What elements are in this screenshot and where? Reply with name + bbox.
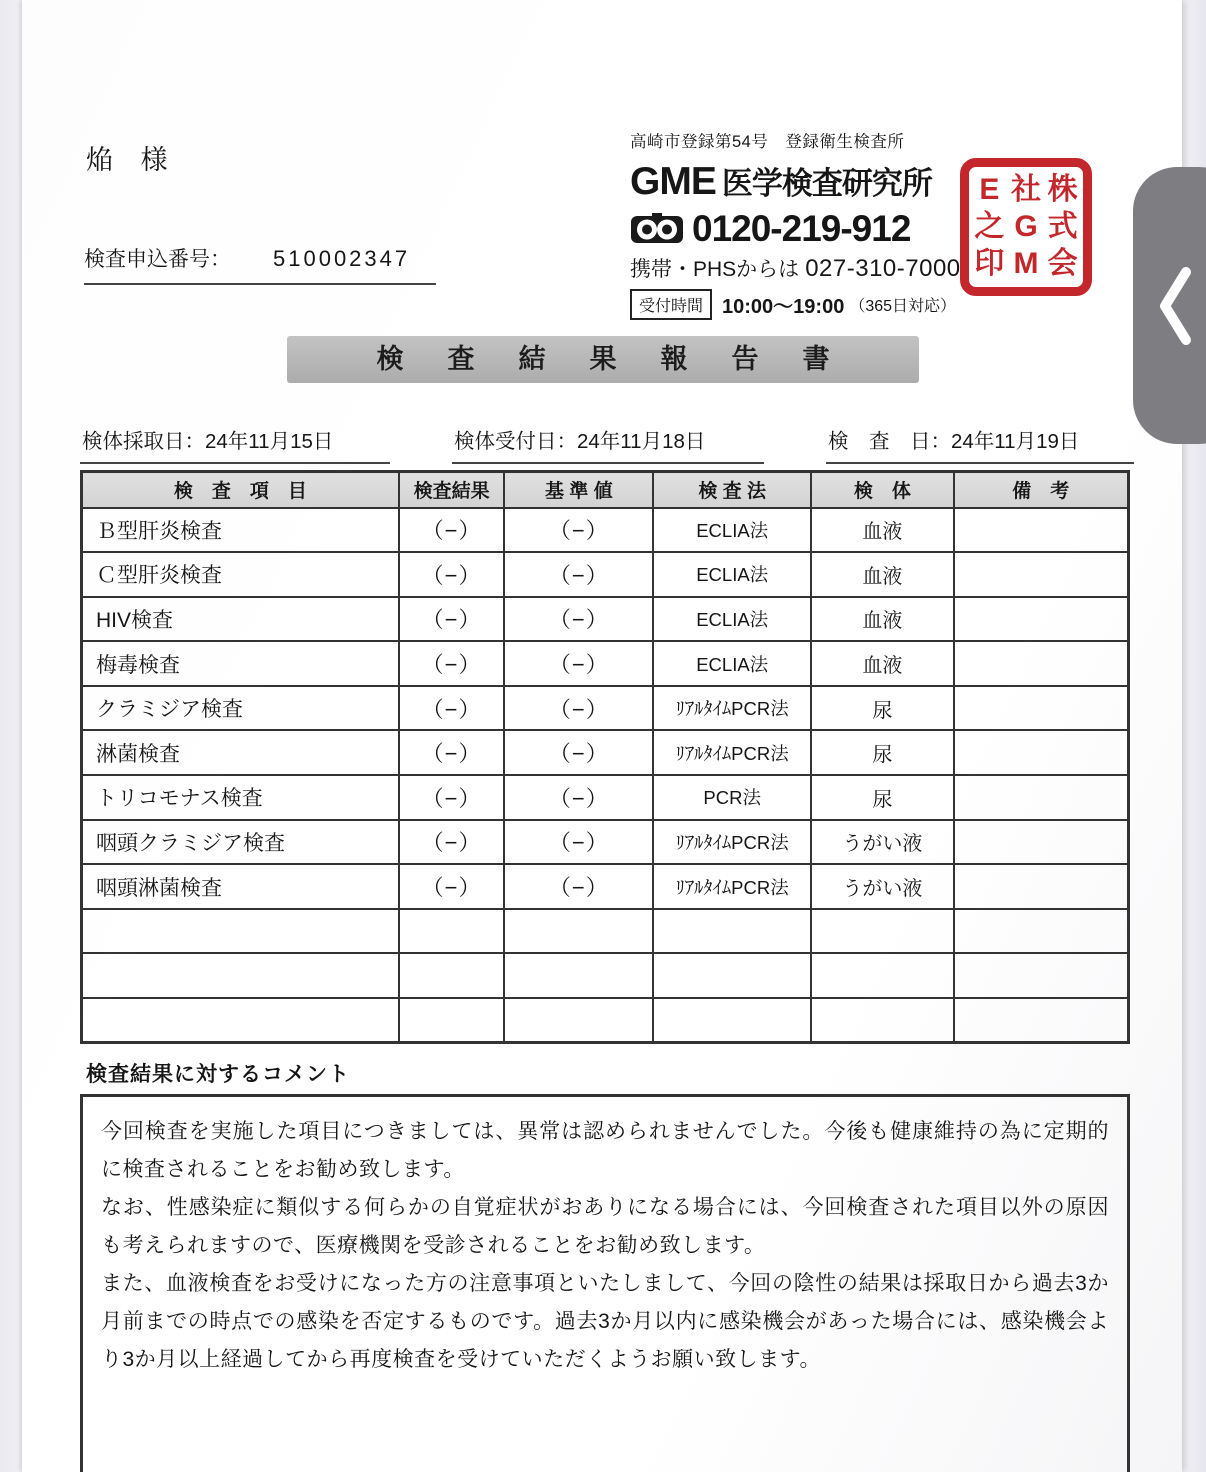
test-name: Ｃ型肝炎検査: [82, 552, 399, 597]
test-name: Ｂ型肝炎検査: [82, 508, 399, 553]
table-row: [82, 686, 1129, 731]
test-name: 咽頭淋菌検査: [82, 864, 399, 909]
note-cell: [954, 552, 1129, 597]
application-number-label: 検査申込番号：: [84, 248, 231, 271]
test-result: （−）: [399, 641, 505, 686]
test-result: [399, 909, 505, 954]
reference-value: （−）: [504, 775, 653, 820]
table-row-empty: [82, 953, 1129, 998]
recipient-name: 焔 様: [86, 145, 178, 175]
test-method: ﾘｱﾙﾀｲﾑPCR法: [653, 820, 811, 865]
test-name: 咽頭クラミジア検査: [82, 820, 399, 865]
note-cell: [954, 730, 1129, 775]
note-cell: [954, 909, 1129, 954]
date-tested: 検 査 日：24年11月19日: [826, 420, 1134, 464]
mobile-number: 027-310-7000: [805, 255, 961, 282]
comment-box: [80, 1094, 1130, 1472]
note-cell: [954, 508, 1129, 553]
comment-paragraph: なお、性感染症に類似する何らかの自覚症状がおありになる場合には、今回検査された項目以外の原因も考えられますので、医療機関を受診されることをお勧め致します。: [101, 1196, 1109, 1257]
reference-value: （−）: [504, 641, 653, 686]
seal-glyph: 会: [1047, 247, 1078, 281]
table-row: [82, 820, 1129, 865]
table-row: [82, 597, 1129, 642]
report-page: [22, 0, 1182, 1472]
test-result: （−）: [399, 820, 505, 865]
reference-value: （−）: [504, 686, 653, 731]
specimen-type: [811, 998, 953, 1043]
note-cell: [954, 686, 1129, 731]
date-collected: 検体採取日：24年11月15日: [80, 420, 390, 464]
seal-glyph: 之: [974, 209, 1005, 243]
seal-column: [974, 171, 1004, 283]
table-row: [82, 641, 1129, 686]
specimen-type: [811, 953, 953, 998]
reference-value: （−）: [504, 730, 653, 775]
results-table: [80, 470, 1130, 1044]
test-name: 梅毒検査: [82, 641, 399, 686]
seal-glyph: G: [1014, 209, 1038, 243]
column-header-item: 検 査 項 目: [82, 472, 399, 508]
hours-label-badge: 受付時間: [630, 289, 712, 320]
clinic-name: [630, 158, 930, 204]
test-method: ECLIA法: [653, 552, 811, 597]
specimen-type: うがい液: [811, 864, 953, 909]
reference-value: （−）: [504, 820, 653, 865]
comment-paragraph: また、血液検査をお受けになった方の注意事項といたしまして、今回の陰性の結果は採取日から過去3か月前までの時点での感染を否定するものです。過去3か月以内に感染機会があった場合には、感染機会より3か月以上経過してから再度検査を受けていただくようお願い致します。: [101, 1272, 1109, 1371]
clinic-info: [630, 128, 961, 320]
seal-glyph: 株: [1047, 172, 1078, 206]
note-cell: [954, 820, 1129, 865]
specimen-type: 尿: [811, 730, 953, 775]
seal-glyph: 式: [1047, 209, 1078, 243]
seal-glyph: 社: [1010, 172, 1041, 206]
test-name: [82, 909, 399, 954]
reference-value: [504, 998, 653, 1043]
specimen-type: 尿: [811, 686, 953, 731]
test-result: （−）: [399, 864, 505, 909]
seal-glyph: E: [979, 172, 1000, 206]
date-received: 検体受付日：24年11月18日: [452, 420, 764, 464]
note-cell: [954, 775, 1129, 820]
specimen-type: 血液: [811, 552, 953, 597]
test-method: ECLIA法: [653, 508, 811, 553]
specimen-type: 血液: [811, 597, 953, 642]
comment-paragraph: 今回検査を実施した項目につきましては、異常は認められませんでした。今後も健康維持の為に定期的に検査されることをお勧め致します。: [101, 1120, 1109, 1181]
specimen-type: うがい液: [811, 820, 953, 865]
mobile-row: [630, 253, 961, 283]
table-row: [82, 508, 1129, 553]
test-result: （−）: [399, 730, 505, 775]
test-name: トリコモナス検査: [82, 775, 399, 820]
test-result: （−）: [399, 552, 505, 597]
clinic-name-suffix: 医学検査研究所: [721, 166, 932, 201]
reference-value: （−）: [504, 597, 653, 642]
column-header-note: 備 考: [954, 472, 1129, 508]
hours-value: 10:00～19:00: [722, 296, 845, 318]
test-method: PCR法: [653, 775, 811, 820]
reference-value: [504, 953, 653, 998]
test-result: [399, 953, 505, 998]
note-cell: [954, 641, 1129, 686]
reference-value: （−）: [504, 552, 653, 597]
column-header-result: 検査結果: [399, 472, 505, 508]
test-method: [653, 953, 811, 998]
specimen-type: 血液: [811, 641, 953, 686]
test-method: [653, 909, 811, 954]
company-seal-stamp: [960, 158, 1092, 296]
table-row: [82, 775, 1129, 820]
test-method: ECLIA法: [653, 597, 811, 642]
freedial-number: 0120-219-912: [692, 208, 911, 249]
table-header-row: [82, 472, 1129, 508]
table-row-empty: [82, 909, 1129, 954]
freedial-icon: [630, 211, 684, 247]
reference-value: （−）: [504, 864, 653, 909]
note-cell: [954, 864, 1129, 909]
specimen-type: 血液: [811, 508, 953, 553]
reference-value: （−）: [504, 508, 653, 553]
test-result: （−）: [399, 775, 505, 820]
mobile-label: 携帯・PHSからは: [630, 258, 800, 281]
test-name: 淋菌検査: [82, 730, 399, 775]
specimen-type: 尿: [811, 775, 953, 820]
table-row: [82, 864, 1129, 909]
seal-glyph: 印: [974, 247, 1005, 281]
test-name: HIV検査: [82, 597, 399, 642]
test-method: [653, 998, 811, 1043]
hours-note: （365日対応）: [849, 298, 957, 315]
test-result: （−）: [399, 686, 505, 731]
column-header-reference: 基 準 値: [504, 472, 653, 508]
hours-row: [630, 289, 957, 320]
test-name: [82, 998, 399, 1043]
column-header-method: 検 査 法: [653, 472, 811, 508]
test-method: ﾘｱﾙﾀｲﾑPCR法: [653, 730, 811, 775]
freedial-row: [630, 208, 930, 250]
reference-value: [504, 909, 653, 954]
table-row: [82, 552, 1129, 597]
test-method: ECLIA法: [653, 641, 811, 686]
previous-page-button[interactable]: [1133, 167, 1206, 444]
chevron-left-icon: [1153, 260, 1197, 352]
report-title: 検査結果報告書: [287, 336, 919, 383]
note-cell: [954, 998, 1129, 1043]
table-row: [82, 730, 1129, 775]
test-method: ﾘｱﾙﾀｲﾑPCR法: [653, 864, 811, 909]
seal-glyph: M: [1013, 247, 1039, 281]
test-method: ﾘｱﾙﾀｲﾑPCR法: [653, 686, 811, 731]
clinic-registration: 高崎市登録第54号 登録衛生検査所: [630, 133, 905, 151]
seal-column: [1048, 171, 1078, 283]
clinic-logo-text: GME: [630, 160, 716, 203]
table-row-empty: [82, 998, 1129, 1043]
column-header-specimen: 検 体: [811, 472, 953, 508]
test-name: クラミジア検査: [82, 686, 399, 731]
test-result: [399, 998, 505, 1043]
test-result: （−）: [399, 597, 505, 642]
note-cell: [954, 953, 1129, 998]
test-name: [82, 953, 399, 998]
comment-section-heading: 検査結果に対するコメント: [86, 1063, 350, 1086]
seal-column: [1011, 171, 1041, 283]
test-result: （−）: [399, 508, 505, 553]
app-background-left: [0, 0, 22, 1472]
application-number-row: [84, 243, 436, 285]
application-number-value: 510002347: [273, 246, 411, 271]
note-cell: [954, 597, 1129, 642]
dates-row: [80, 420, 1158, 464]
specimen-type: [811, 909, 953, 954]
